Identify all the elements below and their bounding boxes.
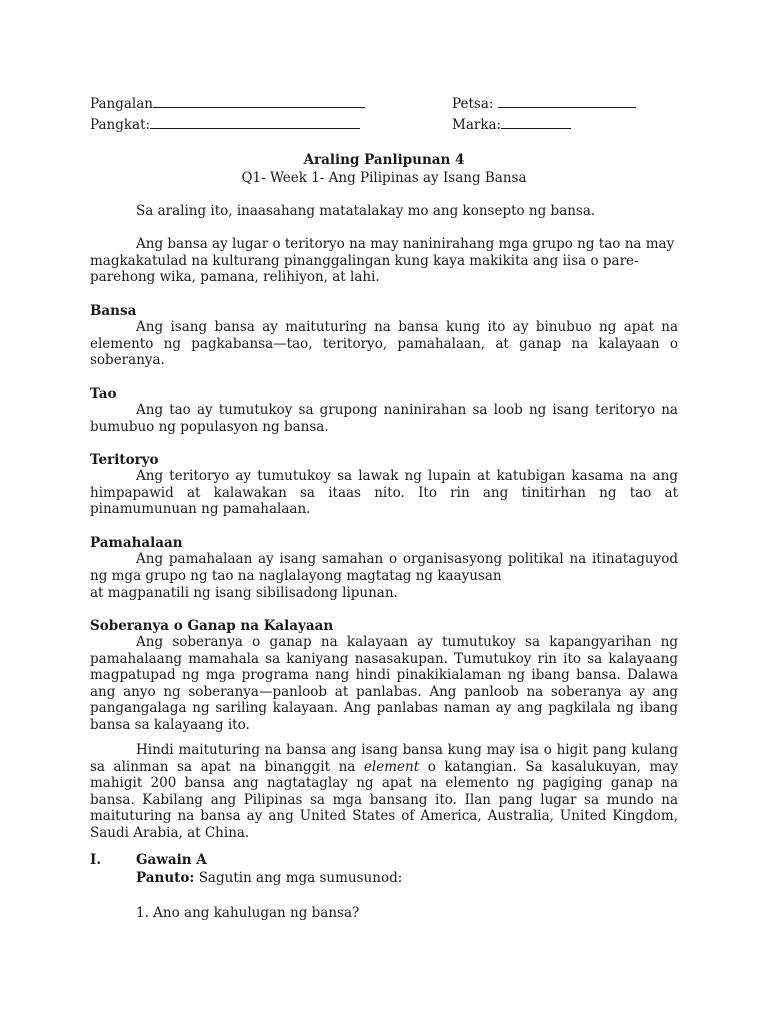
name-field[interactable] xyxy=(90,94,365,113)
closing-text-1: Hindi maituturing na bansa ang isang bansa kung may isa o higit pang kulang sa alinman sa apat na binanggit na xyxy=(90,742,678,775)
section-body-pamahalaan-1: Ang pamahalaan ay isang samahan o organisasyong politikal na itinataguyod ng mga grupo ng tao na naglalayong magtatag ng kaayusan xyxy=(90,551,678,584)
section-heading-pamahalaan: Pamahalaan xyxy=(90,535,183,551)
score-label: Marka: xyxy=(452,117,502,133)
date-blank[interactable] xyxy=(498,94,636,108)
score-field[interactable] xyxy=(452,115,571,134)
name-label: Pangalan xyxy=(90,96,153,112)
intro-paragraph: Sa araling ito, inaasahang matatalakay mo ang konsepto ng bansa. xyxy=(136,203,596,219)
group-label: Pangkat: xyxy=(90,117,151,133)
closing-italic-term: element xyxy=(363,758,420,775)
group-blank[interactable] xyxy=(150,115,360,129)
score-blank[interactable] xyxy=(501,115,571,129)
question-1: 1. Ano ang kahulugan ng bansa? xyxy=(136,905,360,921)
section-body-tao: Ang tao ay tumutukoy sa grupong naninirahan sa loob ng isang teritoryo na bumubuo ng populasyon ng bansa. xyxy=(90,402,678,435)
section-heading-teritoryo: Teritoryo xyxy=(90,452,159,468)
activity-title: Gawain A xyxy=(136,852,207,868)
date-field[interactable] xyxy=(452,94,636,113)
section-body-teritoryo: Ang teritoryo ay tumutukoy sa lawak ng lupain at katubigan kasama na ang himpapawid at kalawakan sa itaas nito. Ito rin ang tinitirhan ng tao at pinamumunuan ng pamahalaan. xyxy=(90,468,678,518)
section-body-soberanya: Ang soberanya o ganap na kalayaan ay tumutukoy sa kapangyarihan ng pamahalaang mamahala sa kaniyang nasasakupan. Tumutukoy rin ito sa kalayaang magpatupad ng mga programa nang hindi pinakikialaman ng ibang bansa. Dalawa ang anyo ng soberanya—panloob at panlabas. Ang panloob na soberanya ay ang pangangalaga ng sariling kalayaan. Ang panlabas naman ay ang pagkilala ng ibang bansa sa kalayaang ito. xyxy=(90,634,678,733)
section-heading-soberanya: Soberanya o Ganap na Kalayaan xyxy=(90,618,334,634)
closing-text-2: o katangian. Sa kasalukuyan, may mahigit 200 bansa ang nagtataglay ng apat na elemento ng pagiging ganap na bansa. Kabilang ang Pilipinas sa mga bansang ito. Ilan pang lugar sa mundo na maituturing na bansa ay ang United States of America, Australia, United Kingdom, Saudi Arabia, at China. xyxy=(90,758,678,841)
section-body-pamahalaan-2: at magpanatili ng isang sibilisadong lipunan. xyxy=(90,585,398,601)
instruction-text: Sagutin ang mga sumusunod: xyxy=(198,870,403,886)
activity-numeral: I. xyxy=(90,852,102,868)
name-blank[interactable] xyxy=(153,94,365,108)
activity-instruction xyxy=(136,869,402,887)
section-body-bansa: Ang isang bansa ay maituturing na bansa kung ito ay binubuo ng apat na elemento ng pagkabansa—tao, teritoryo, pamahalaan, at ganap na kalayaan o soberanya. xyxy=(90,319,678,369)
page-title: Araling Panlipunan 4 xyxy=(303,152,465,168)
definition-paragraph: Ang bansa ay lugar o teritoryo na may naninirahang mga grupo ng tao na may magkakatulad na kulturang pinanggalingan kung kaya makikita ang iisa o pare-parehong wika, pamana, relihiyon, at lahi. xyxy=(90,236,675,286)
closing-paragraph xyxy=(90,742,678,842)
instruction-label: Panuto: xyxy=(136,870,195,886)
section-heading-bansa: Bansa xyxy=(90,303,137,319)
section-heading-tao: Tao xyxy=(90,386,117,402)
page-subtitle: Q1- Week 1- Ang Pilipinas ay Isang Bansa xyxy=(241,170,527,186)
date-label: Petsa: xyxy=(452,96,494,112)
group-field[interactable] xyxy=(90,115,360,134)
